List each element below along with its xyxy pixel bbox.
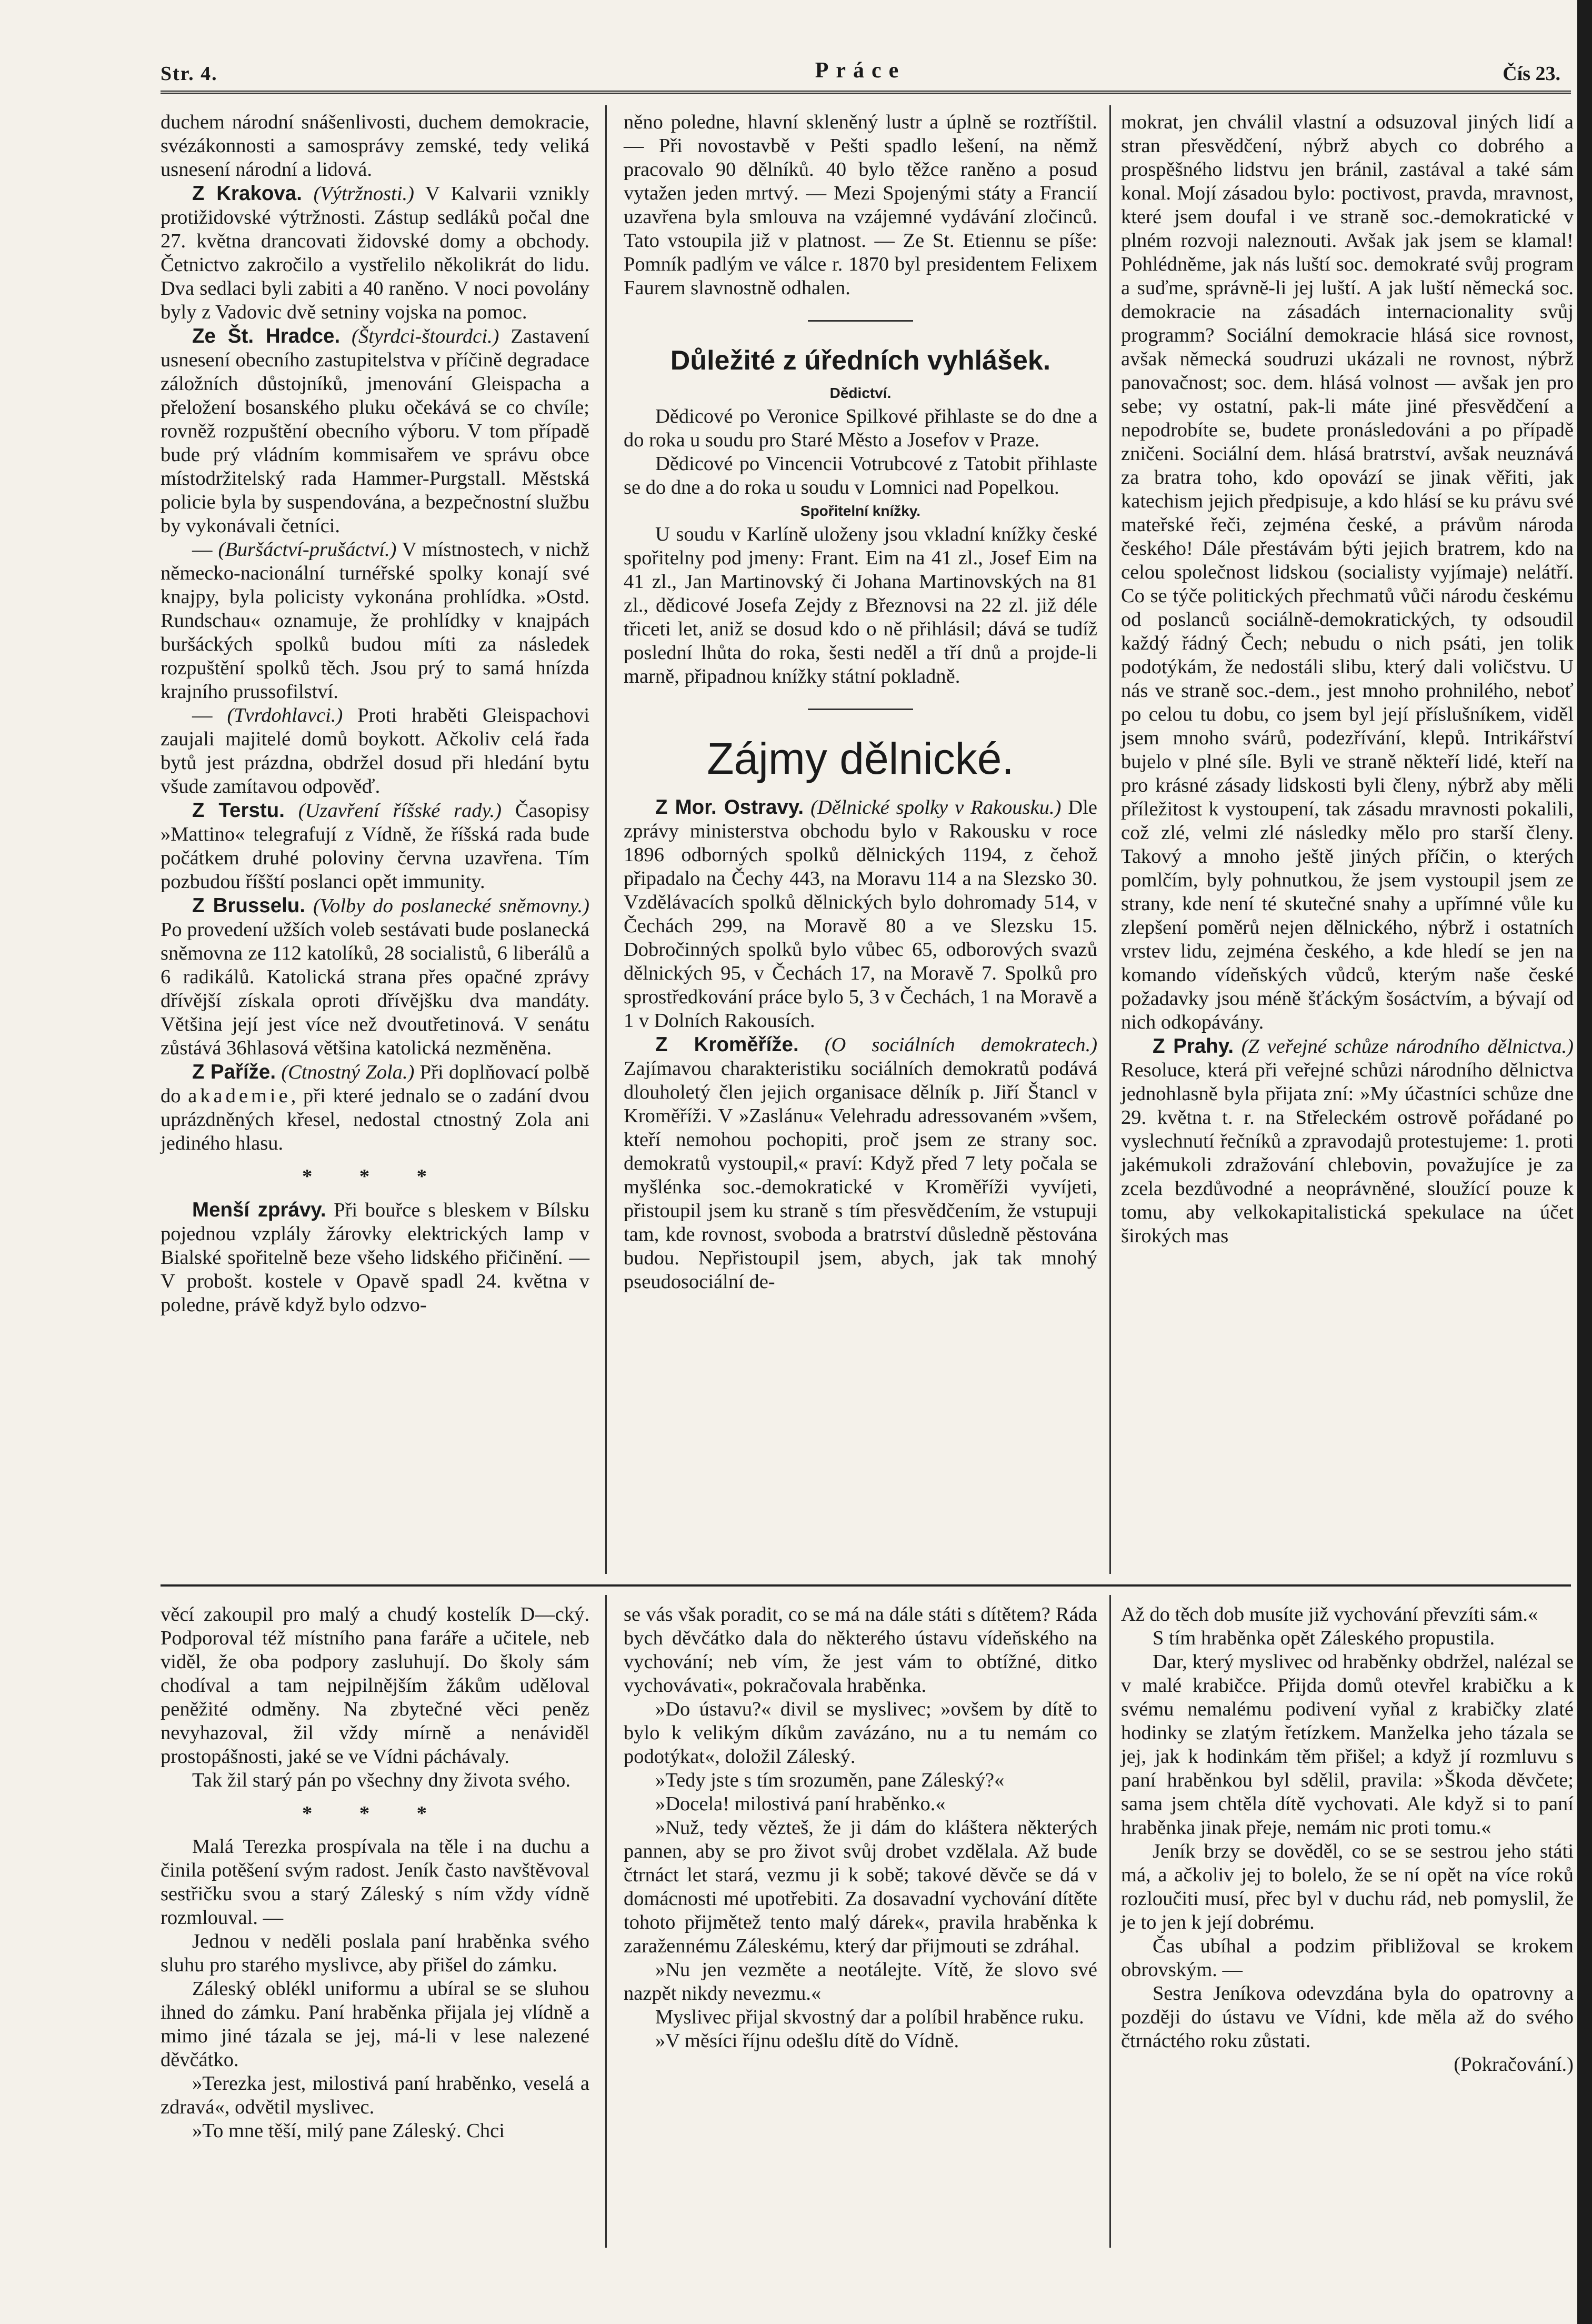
story-paragraph: Čas ubíhal a podzim přibližoval se krokem obrovským. —: [1121, 1935, 1574, 1981]
story-paragraph: Záleský oblékl uniformu a ubíral se se sluhou ihned do zámku. Paní hraběnka přijala jej vlídně a mimo jiné tázala se jej, má-li v lese nalezené děvčátko.: [161, 1978, 589, 2071]
news-terst: [161, 799, 589, 894]
story-paragraph: S tím hraběnka opět Záleského propustila.: [1153, 1627, 1495, 1649]
column-2: [624, 111, 1097, 1294]
news-bursactvi: — (Buršáctví-prušáctví.) V místnostech, v nichž německo-nacionální turnéřské spolky konají své knajpy, byla policisty vykonána prohlídka. »Ostd. Rundschau« oznamuje, že prohlídky v knajpách buršáckých spolků budou míti za následek rozpuštění spolků těch. Jsou prý to samá hnízda krajního prussofilství.: [161, 538, 589, 703]
article-continuation: něno poledne, hlavní skleněný lustr a úplně se roztříštil. — Při novostavbě v Pešti spadlo lešení, na němž pracovalo 90 dělníků. 40 bylo těžce raněno a posud vytažen jeden mrtvý. — Mezi Spojenými státy a Francií uzavřena byla smlouva na vzájemné vydávání zločinců. Tato vstoupila již v platnost. — Ze St. Etiennu se píše: Pomník padlým ve válce r. 1870 byl presidentem Felixem Faurem slavnostně odhalen.: [624, 111, 1097, 299]
column-rule-3: [605, 1595, 607, 2248]
news-brussel: [161, 894, 589, 1060]
section-heading-workers: Zájmy dělnické.: [707, 734, 1014, 783]
news-title: (Tvrdohlavci.): [227, 704, 343, 726]
feuilleton-column-3: [1121, 1603, 1574, 2077]
page-header: [161, 53, 1560, 95]
column-rule-4: [1109, 1595, 1111, 2248]
story-paragraph: Sestra Jeníkova odevzdána byla do opatrovny a později do ústavu ve Vídni, kde měla až do svého čtrnáctého roku zůstati.: [1121, 1982, 1574, 2052]
news-text: Zajímavou charakteristiku sociálních demokratů podává dlouholetý člen jejich organisace dělník p. Jiří Štancl v Kroměříži. V »Zaslánu« Velehradu adressovaném »všem, kteří nemohou pochopiti, proč jsem ze strany soc. demokratů vystoupil,« praví: Když před 7 lety počala se myšlénka soc.-demokratické v Kroměříži vyvíjeti, přistoupil jsem ku straně s tím přesvědčením, že vstupuji tam, kde rovnost, svoboda a bratrství důsledně pěstována budou. Nepřistoupil jsem, abych, jak tak mnohý pseudosociální de-: [624, 1058, 1097, 1293]
column-3: [1121, 111, 1574, 1248]
place-heading: Ze Št. Hradce.: [192, 325, 341, 347]
column-rule-1: [605, 105, 607, 1574]
story-paragraph: Tak žil starý pán po všechny dny života svého.: [192, 1769, 570, 1791]
page-number: Str. 4.: [161, 63, 218, 85]
subheading-inheritance: Dědictví.: [829, 385, 892, 401]
news-text: V Kalvarii vznikly protižidovské výtržnosti. Zástup sedláků počal dne 27. května drancovati židovské domy a obchody. Četnictvo zakročilo a vystřelilo několikrát do lidu. Dva sedlaci byli zabiti a 40 raněno. V noci povolány byly z Vadovic dvě setniny vojska na pomoc.: [161, 183, 589, 323]
column-1: [161, 111, 589, 1317]
place-heading: Z Paříže.: [192, 1061, 276, 1083]
news-text: Po provedení užších voleb sestávati bude poslanecká sněmovna ze 112 katolíků, 28 socialistů, 6 liberálů a 6 radikálů. Katolická strana přes opačné zprávy dřívější získala oproti dřívějšku dva mandáty. Většina její jest více než dvoutřetinová. V senátu zůstává 36hlasová většina katolická nezměněna.: [161, 919, 589, 1059]
story-paragraph: »Docela! milostivá paní hraběnko.«: [655, 1793, 946, 1815]
notice: Dědicové po Veronice Spilkové přihlaste se do dne a do roka u soudu pro Staré Město a Josefov v Praze.: [624, 405, 1097, 451]
news-text: Při bouřce s bleskem v Bílsku pojednou vzplály žárovky elektrických lamp v Bialské spořitelně beze všeho lidského přičinění. — V probošt. kostele v Opavě spadl 24. května v poledne, právě když bylo odzvo-: [161, 1199, 589, 1316]
news-text: Resoluce, která při veřejné schůzi národního dělnictva jednohlasně byla přijata zní: »My účastníci schůze dne 29. května t. r. na Střeleckém ostrově pořádané po vyslechnutí řečníků a zpravodajů protestujeme: 1. proti jakémukoli zdražování chlebovin, považujíce je za zcela bezdůvodné a neoprávněné, sloužící pouze k tomu, aby velkokapitalistická spekulace na účet širokých mas: [1121, 1059, 1574, 1247]
news-ostrava: [624, 795, 1097, 1033]
issue-number: Čís 23.: [1503, 63, 1560, 85]
story-paragraph: Až do těch dob musíte již vychování převzíti sám.«: [1121, 1603, 1538, 1625]
news-tvrdohlavci: — (Tvrdohlavci.) Proti hraběti Gleispachovi zaujali majitelé domů boykott. Ačkoliv celá řada bytů jest prázdna, obdržel dosud při hledání bytu všude zamítavou odpověď.: [161, 704, 590, 797]
news-kromeriz: [624, 1033, 1097, 1294]
story-paragraph: Dar, který myslivec od hraběnky obdržel, nalézal se v malé krabičce. Přijda domů otevřel krabičku a k svému nemalému podivení vyňal z krabičky zlaté hodinky se zlatým řetízkem. Manželka jeho tázala se jej, jak k hodinkám těm přišel; a když jí rozmluvu s paní hraběnkou byl sdělil, pravila: »Škoda děvčete; sama jsem chtěla dítě vychovati. Ale když si to paní hraběnka jinak přeje, nemám nic proti tomu.«: [1121, 1651, 1574, 1839]
section-heading-notices: Důležité z úředních vyhlášek.: [670, 345, 1051, 376]
story-paragraph: Myslivec přijal skvostný dar a políbil hraběnce ruku.: [655, 2006, 1084, 2028]
story-paragraph: se vás však poradit, co se má na dále státi s dítětem? Ráda bych děvčátko dala do některého ústavu vídeňského na vychování; neb vím, že jest vám to obtížné, ditko vychovávati«, pokračovala hraběnka.: [624, 1603, 1097, 1697]
news-title: (Z veřejné schůze národního dělnictva.): [1241, 1035, 1574, 1058]
news-title: (Uzavření říšské rady.): [298, 800, 502, 822]
column-rule-2: [1109, 105, 1111, 1574]
place-heading: Z Brusselu.: [192, 894, 306, 917]
notice: U soudu v Karlíně uloženy jsou vkladní knížky české spořitelny pod jmeny: Frant. Eim na 41 zl., Josef Eim na 41 zl., Jan Martinovský či Johana Martinovských na 81 zl., dědicové Josefa Zejdy z Březnovsi na 22 zl. již déle třiceti let, aniž se dosud kdo o ně přihlásil; dává se tudíž poslední lhůta do roka, šesti neděl a tří dnů a projde-li marně, připadnou knížky státní pokladně.: [624, 523, 1097, 687]
news-praha: [1121, 1034, 1574, 1248]
story-paragraph: »To mne těší, milý pane Záleský. Chci: [192, 2120, 505, 2142]
news-title: (Volby do poslanecké sněmovny.): [313, 895, 590, 917]
story-paragraph: »V měsíci říjnu odešlu dítě do Vídně.: [655, 2030, 959, 2052]
news-text: Zastavení usnesení obecního zastupitelstva v příčině degradace záložních důstojníků, jmenování Gleispacha a přeložení bosanského pluku očekává se co chvíle; rovněž rozpuštění obecního výboru. V tom případě bude prý vládním kommisařem ve správu obce místodržitelský rada Hammer-Purgstall. Městská policie byla by suspendována, a bezpečnostní službu by vykonávali četníci.: [161, 325, 590, 537]
story-paragraph: »Tedy jste s tím srozuměn, pane Záleský?«: [655, 1769, 1005, 1791]
news-pariz: [161, 1060, 589, 1155]
story-paragraph: »Terezka jest, milostivá paní hraběnko, veselá a zdravá«, odvětil myslivec.: [161, 2072, 589, 2118]
place-heading: Z Terstu.: [192, 799, 285, 822]
story-paragraph: Jednou v neděli poslala paní hraběnka svého sluhu pro starého myslivce, aby přišel do zámku.: [161, 1930, 589, 1976]
story-paragraph: »Do ústavu?« divil se myslivec; »ovšem by dítě to bylo k velikým díkům zavázáno, nu a tu nemám co podotýkat«, doložil Záleský.: [624, 1698, 1097, 1768]
news-mensi: [161, 1198, 589, 1317]
section-stars: * * *: [302, 1165, 448, 1188]
place-heading: Z Kroměříže.: [655, 1033, 799, 1056]
news-text: , při které jednalo se o zadání dvou uprázdněných křesel, nedostal ctnostný Zola ani jediného hlasu.: [161, 1085, 590, 1154]
story-paragraph: Malá Terezka prospívala na těle i na duchu a činila potěšení svým radost. Jeník často navštěvoval sestřičku svou a starý Záleský s ním vždy vídně rozmlouval. —: [161, 1836, 589, 1929]
newspaper-title: Práce: [815, 58, 906, 83]
feuilleton-column-1: [161, 1603, 589, 2143]
place-heading: Z Prahy.: [1153, 1035, 1234, 1058]
news-title: (Štyrdci-štourdci.): [352, 325, 499, 347]
news-title: (Buršáctví-prušáctví.): [218, 538, 397, 561]
news-text: Dle zprávy ministerstva obchodu bylo v Rakousku v roce 1896 odborných spolků dělnických 1194, z čehož připadalo na Čechy 443, na Moravu 114 a na Slezsko 30. Vzdělávacích spolků dělnických bylo dohromady 514, v Čechách 299, na Moravě 80 a ve Slezsku 15. Dobročinných spolků bylo vůbec 65, odborových svazů dělnických 95, v Čechách 17, na Moravě 7. Spolků pro sprostředkování práce bylo 5, 3 v Čechách, 1 na Moravě a 1 v Dolních Rakousích.: [624, 796, 1098, 1032]
story-paragraph: věcí zakoupil pro malý a chudý kostelík D—cký. Podporoval též místního pana faráře a učitele, neb viděl, že oba podpory zasluhují. Do školy sám chodíval a tam nejpilnějším žákům uděloval peněžité odměny. Na zbytečné věci peněz nevyhazoval, žil vždy mírně a nenáviděl prostopášnosti, jaké se ve Vídni páchávaly.: [161, 1603, 589, 1768]
story-paragraph: »Nu jen vezměte a neotálejte. Vítě, že slovo své nazpět nikdy nevezmu.«: [624, 1959, 1097, 2004]
section-stars: * * *: [302, 1802, 448, 1824]
place-heading: Z Krakova.: [192, 182, 302, 205]
short-rule: [624, 307, 1097, 331]
feuilleton-column-2: [624, 1603, 1097, 2053]
article-continuation: mokrat, jen chválil vlastní a odsuzoval jiných lidí a stran přesvědčení, nýbrž abych co dobrého a prospěšného lidstvu jen bránil, zastával a také sám konal. Mojí zásadou bylo: poctivost, pravda, mravnost, které jsem doufal i ve straně soc.-demokratické v plném rozvoji naleznouti. Avšak jak jsem se klamal! Pohlédněme, jak nás luští soc. demokraté svůj program a suďme, správně-li jej luští. A jak luští německá soc. demokracie na zásadách internacionality svůj programm? Sociální demokracie hlásá sice rovnost, avšak německá soudruzi ukázali ne rovnost, nýbrž panovačnost; soc. dem. hlásá volnost — avšak jen pro sebe; vy ostatní, pak-li máte jiné přesvědčení a nepodrobíte se, budete pronásledováni a po případě zničeni. Sociální dem. hlásá bratrství, avšak neuznává za bratra toho, kdo opovází se jinak věřiti, jak katechism jejich předpisuje, a kdo hlásí se ku právu své mateřské řeči, zejména české, a právům národa českého! Dále přestávám býti jejich bratrem, kdo na celou společnost lidskou (socialisty vyjímaje) nelátří. Co se týče politických přechmatů vůči národu českému od poslanců sociálně-demokratických, ty odsoudil každý řádný Čech; nebudu o nich psáti, jen tolik podotýkám, že nedostáli slibu, který dali voličstvu. U nás ve straně soc.-dem., jest mnoho prohnilého, neboť po celou tu dobu, co jsem byl její příslušníkem, viděl jsem mnoho svárů, podezřívání, klepů. Intrikářství bujelo v plné síle. Byli ve straně někteří lidé, kteří na pro krásné zásady lidskosti byli členy, nýbrž aby měli příležitost k vystoupení, tak zásadu mravnosti pokalili, což zlé, velmi zlé následky mělo pro starší členy. Takový a mnoho ještě jiných příčin, o kterých pomlčím, byly pohnutkou, že jsem vystoupil jsem ze strany, kde není té skutečné snahy a upřímné vůle ku zlepšení poměrů nejen dělnického, nýbrž i ostatních vrstev lidu, zejména českého, a kde hledí se jen na komando vídeňských vůdců, kterým naše české požadavky jsou méně šťáckým šosáctvím, a bývají od nich odkopávány.: [1121, 111, 1574, 1033]
news-hradec: [161, 324, 589, 538]
header-rule: [161, 91, 1571, 94]
story-paragraph: Jeník brzy se dověděl, co se se sestrou jeho státi má, a ačkoliv jej to bolelo, že se ní opět na více roků rozloučiti musí, přec byl v duchu rád, neb pomyslil, že je to jen k její dobrému.: [1121, 1840, 1574, 1933]
news-title: (Dělnické spolky v Rakousku.): [810, 796, 1062, 819]
continued-note: (Pokračování.): [1454, 2053, 1574, 2076]
news-title: (Ctnostný Zola.): [281, 1061, 415, 1083]
spaced-word: akademie: [188, 1085, 291, 1107]
news-text: V místnostech, v nichž německo-nacionální turnéřské spolky konají své knajpy, byla policisty vykonána prohlídka. »Ostd. Rundschau« oznamuje, že prohlídky v knajpách buršáckých spolků budou míti za následek rozpuštění spolků těch. Jsou prý to samá hnízda krajního prussofilství.: [161, 538, 589, 703]
place-heading: Z Mor. Ostravy.: [655, 796, 804, 819]
news-text: Časopisy »Mattino« telegrafují z Vídně, že říšská rada bude počátkem druhé poloviny června uzavřena. Tím pozbudou říšští poslanci opět immunity.: [161, 800, 590, 893]
notice: Dědicové po Vincencii Votrubcové z Tatobit přihlaste se do dne a do roka u soudu v Lomnici nad Popelkou.: [624, 453, 1097, 498]
scan-edge: [1577, 0, 1592, 2324]
news-krakov: [161, 182, 589, 324]
news-text: Proti hraběti Gleispachovi zaujali majitelé domů boykott. Ačkoliv celá řada bytů jest prázdna, obdržel dosud při hledání bytu všude zamítavou odpověď.: [161, 704, 590, 797]
place-heading: Menší zprávy.: [192, 1199, 326, 1221]
short-rule: [624, 696, 1097, 720]
news-title: (Výtržnosti.): [313, 183, 414, 205]
feuilleton-rule: [161, 1584, 1571, 1587]
story-paragraph: »Nuž, tedy vězteš, že ji dám do kláštera některých pannen, aby se pro život svůj drobet vzdělala. Až bude čtrnáct let stará, vezmu ji k sobě; takové děvče se dá v domácnosti mé upotřebiti. Za dosavadní vychování dítěte tohoto přijmětež tento malý dárek«, pravila hraběnka k zaražennému Záleskému, který dar přijmouti se zdráhal.: [624, 1817, 1097, 1957]
article-continuation: duchem národní snášenlivosti, duchem demokracie, svézákonnosti a samosprávy zemské, tedy veliká usnesení národní a lidová.: [161, 111, 589, 181]
news-title: (O sociálních demokratech.): [824, 1034, 1098, 1056]
subheading-savings: Spořitelní knížky.: [800, 503, 921, 519]
news-text: Při doplňovací polbě do: [161, 1061, 589, 1107]
